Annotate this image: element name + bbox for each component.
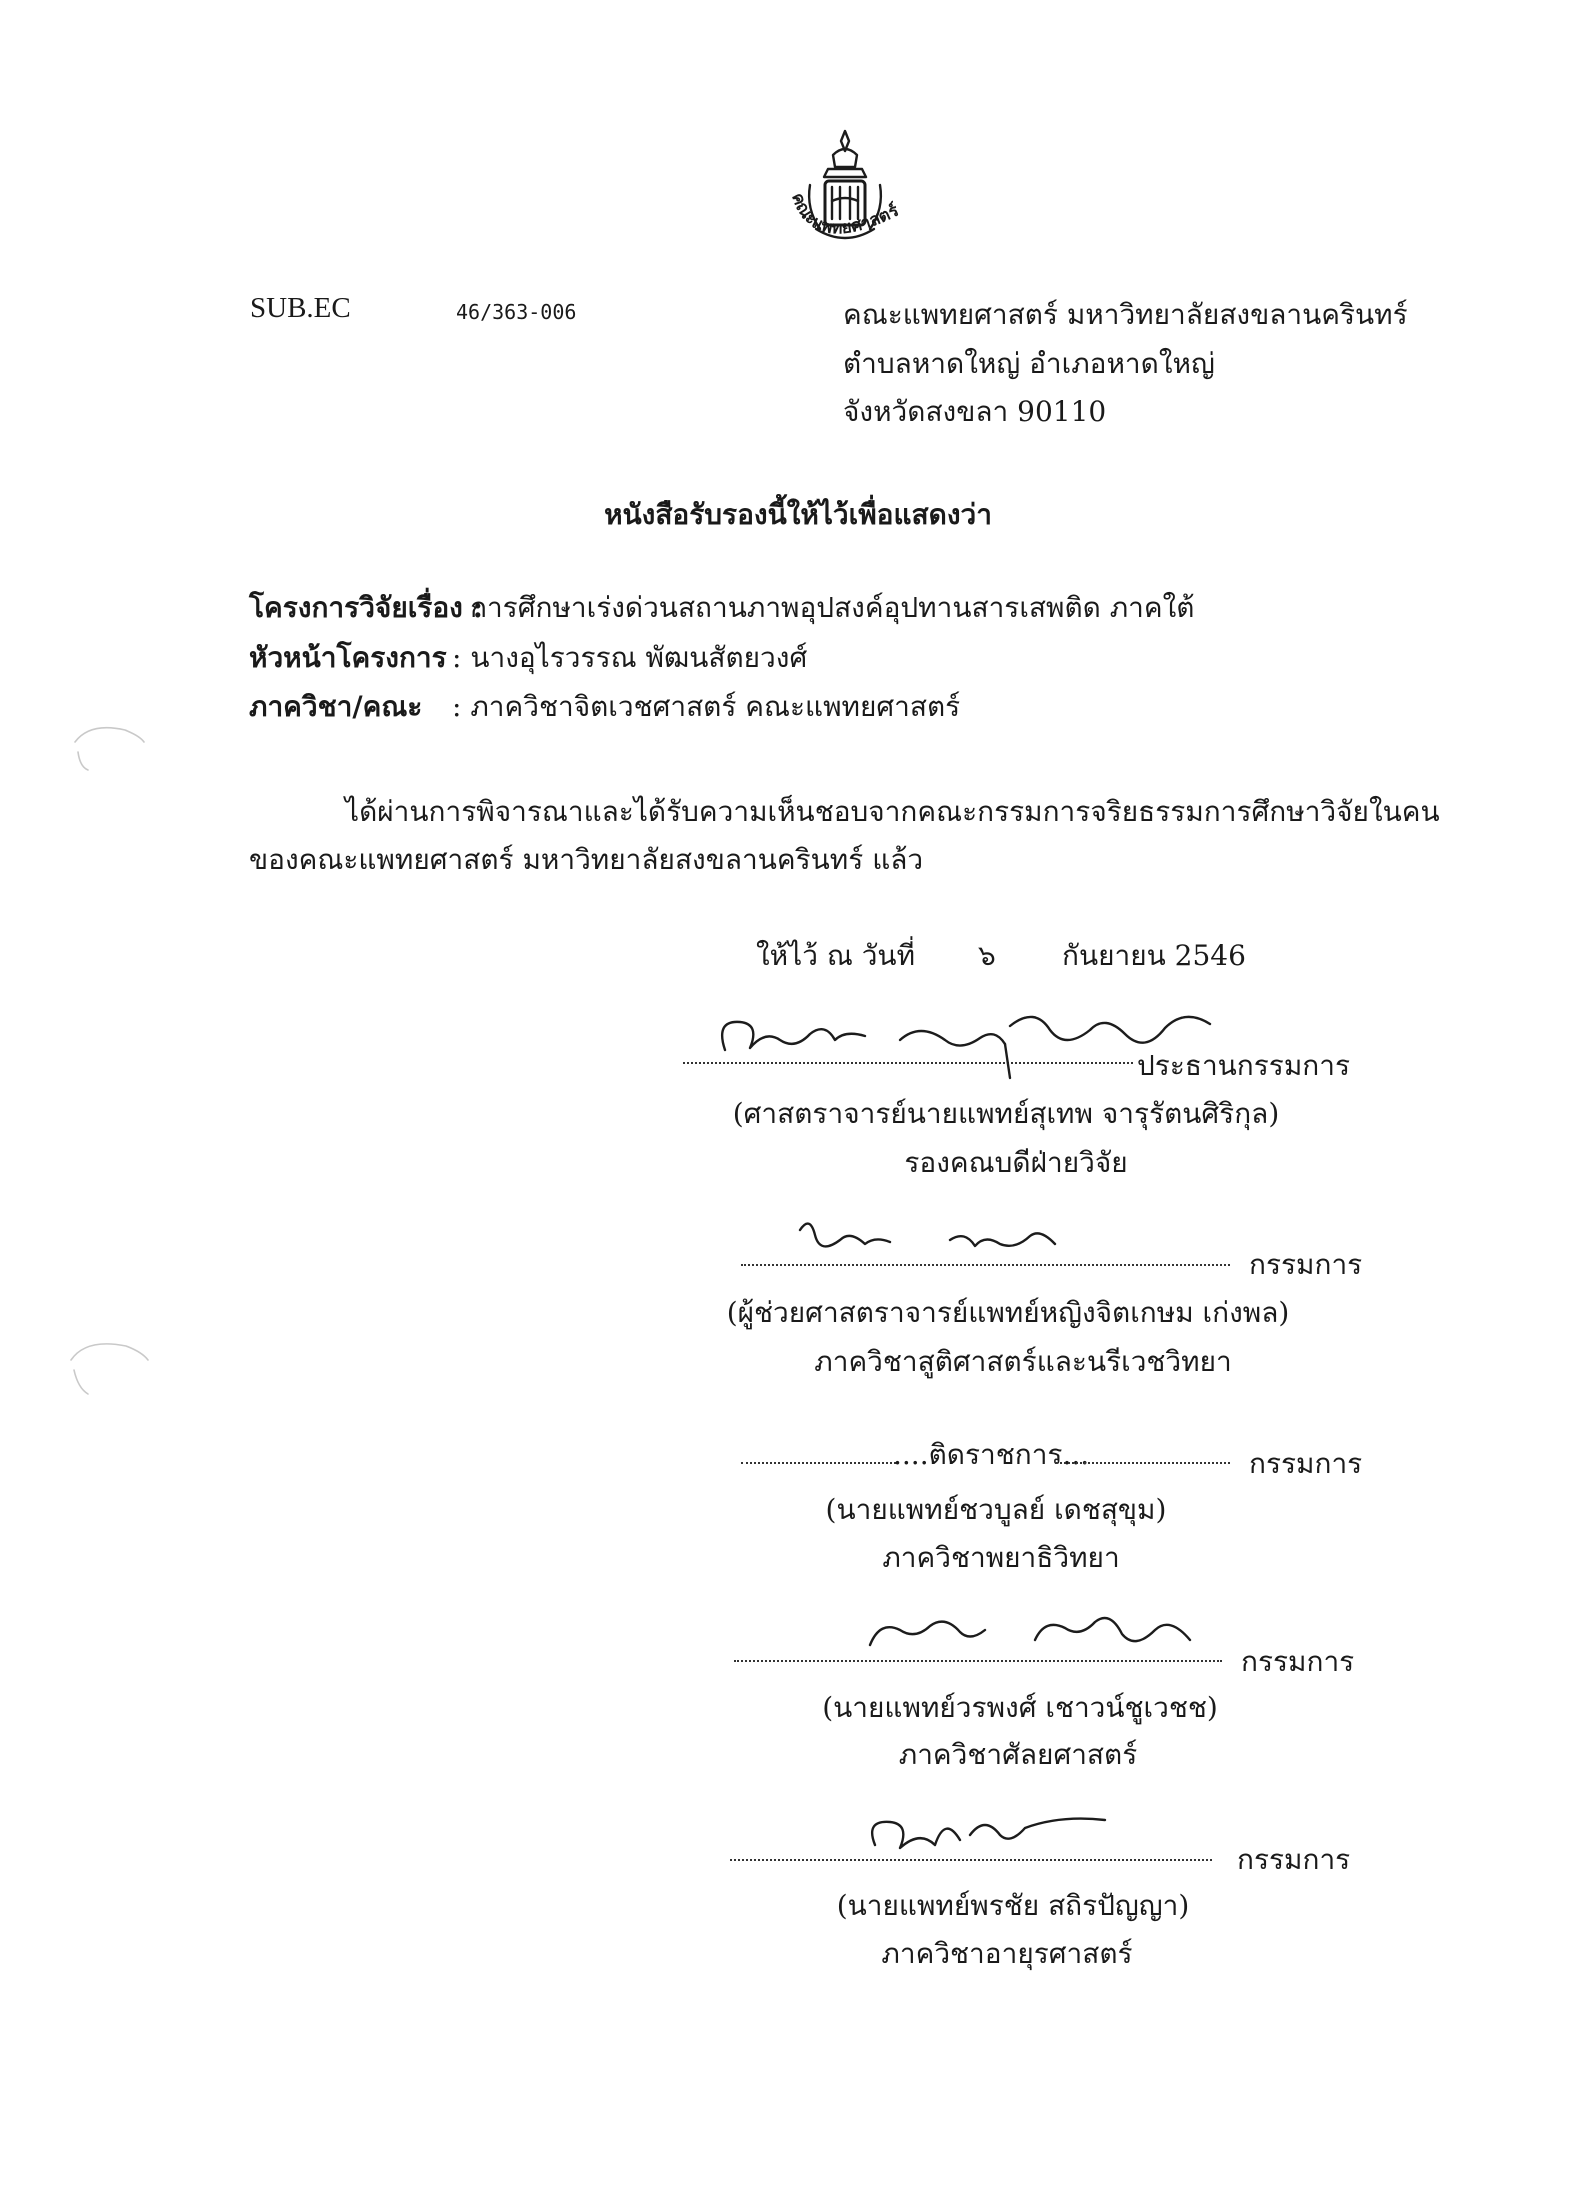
emblem-text: คณะแพทยศาสตร์ <box>787 190 903 239</box>
signatory-position: ภาควิชาสูติศาสตร์และนรีเวชวิทยา <box>814 1345 1232 1378</box>
document-number: 46/363-006 <box>456 300 577 324</box>
margin-mark <box>70 712 150 772</box>
document-title: หนังสือรับรองนี้ให้ไว้เพื่อแสดงว่า <box>604 498 992 531</box>
date-day: ๖ <box>978 939 996 972</box>
signatory-position: รองคณบดีฝ่ายวิจัย <box>904 1146 1128 1179</box>
signatory-role: กรรมการ <box>1237 1843 1351 1876</box>
body-line-2: ของคณะแพทยศาสตร์ มหาวิทยาลัยสงขลานครินทร์ แล้ว <box>249 843 924 876</box>
date-prefix: ให้ไว้ ณ วันที่ <box>756 939 916 972</box>
signatory-role: กรรมการ <box>1249 1447 1363 1480</box>
emblem-arc-text <box>770 125 920 275</box>
project-title-label: โครงการวิจัยเรื่อง : <box>249 591 483 624</box>
address-line-3: จังหวัดสงขลา 90110 <box>843 395 1107 428</box>
project-leader-value: : นางอุไรวรรณ พัฒนสัตยวงศ์ <box>452 641 808 674</box>
signatory-name: (นายแพทย์วรพงศ์ เชาวน์ชูเวชช) <box>822 1691 1218 1724</box>
handwritten-signature <box>860 1600 1220 1675</box>
signatory-role: กรรมการ <box>1249 1248 1363 1281</box>
body-line-1: ได้ผ่านการพิจารณาและได้รับความเห็นชอบจากคณะกรรมการจริยธรรมการศึกษาวิจัยในคน <box>345 795 1440 828</box>
margin-mark <box>66 1330 156 1400</box>
project-leader-label: หัวหน้าโครงการ <box>249 641 447 674</box>
project-title-value: การศึกษาเร่งด่วนสถานภาพอุปสงค์อุปทานสารเสพติด ภาคใต้ <box>470 591 1195 624</box>
signatory-name: (ศาสตราจารย์นายแพทย์สุเทพ จารุรัตนศิริกุล) <box>732 1097 1280 1130</box>
handwritten-signature <box>860 1790 1120 1870</box>
svg-text:คณะแพทยศาสตร์ <box>787 190 903 238</box>
signatory-position: ภาควิชาอายุรศาสตร์ <box>881 1937 1133 1970</box>
address-line-2: ตำบลหาดใหญ่ อำเภอหาดใหญ่ <box>843 347 1215 380</box>
handwritten-signature <box>780 1210 1100 1270</box>
signatory-role: ประธานกรรมการ <box>1137 1049 1351 1082</box>
signatory-name: (นายแพทย์ชวบูลย์ เดชสุขุม) <box>825 1493 1167 1526</box>
signatory-note: ....ติดราชการ... <box>893 1438 1090 1471</box>
signature-line <box>1055 1462 1230 1464</box>
signatory-position: ภาควิชาพยาธิวิทยา <box>882 1541 1120 1574</box>
signatory-position: ภาควิชาศัลยศาสตร์ <box>898 1738 1138 1771</box>
department-value: : ภาควิชาจิตเวชศาสตร์ คณะแพทยศาสตร์ <box>452 690 961 723</box>
signatory-role: กรรมการ <box>1241 1645 1355 1678</box>
signatory-name: (ผู้ช่วยศาสตราจารย์แพทย์หญิงจิตเกษม เก่งพล) <box>726 1296 1290 1329</box>
reference-code: SUB.EC <box>250 292 351 324</box>
signatory-name: (นายแพทย์พรชัย สถิรปัญญา) <box>836 1889 1190 1922</box>
signature-line <box>741 1462 896 1464</box>
address-line-1: คณะแพทยศาสตร์ มหาวิทยาลัยสงขลานครินทร์ <box>843 298 1408 331</box>
department-label: ภาควิชา/คณะ <box>249 690 423 723</box>
date-month-year: กันยายน 2546 <box>1062 939 1246 972</box>
